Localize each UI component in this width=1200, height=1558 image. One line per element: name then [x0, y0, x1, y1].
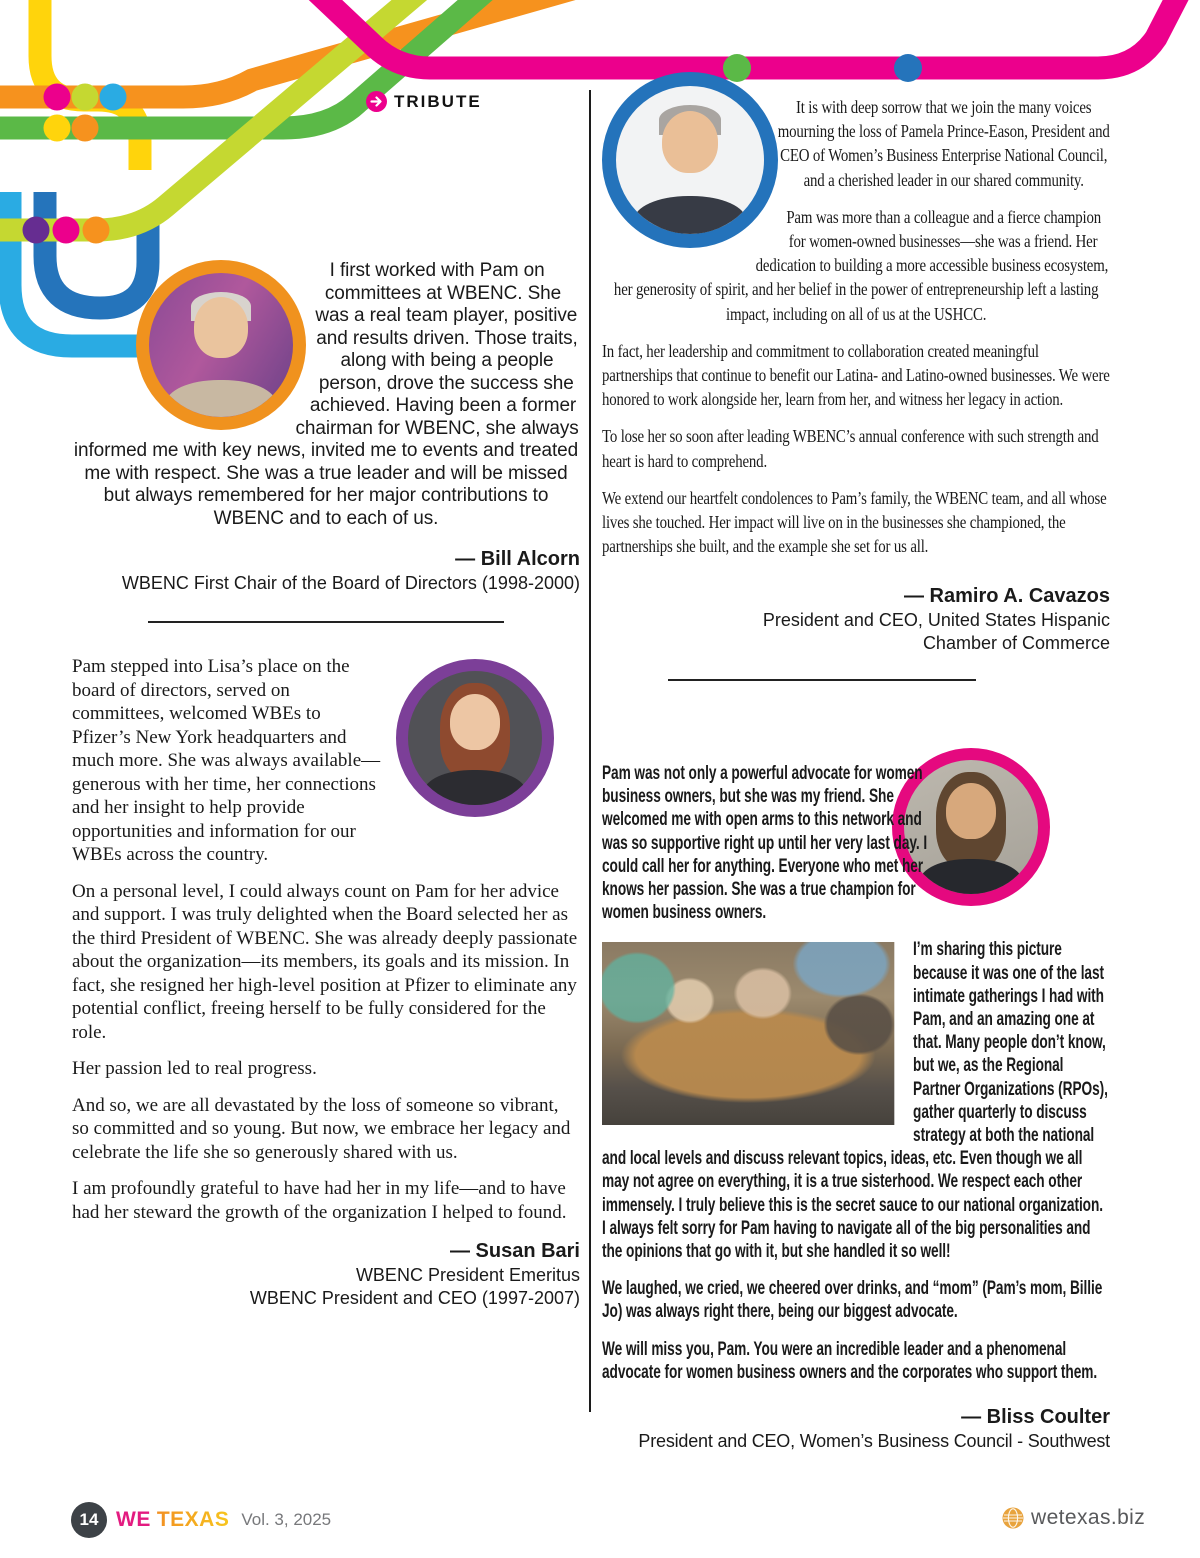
arrow-circle-icon: [366, 91, 387, 112]
right-column: [602, 72, 1110, 1452]
ramiro-paragraph: We extend our heartfelt condolences to Pam’s family, the WBENC team, and all whose lives she touched. Her impact will live on in the businesses she championed, the partnerships she built, and the example she set for us all.: [602, 487, 1107, 557]
ramiro-title: Chamber of Commerce: [922, 633, 1110, 654]
photo-wrap-spacer: [602, 72, 777, 254]
ramiro-paragraph: Pam was more than a colleague and a fierce champion for women-owned businesses—she was a friend. Her dedication to building a more accessible business ecosystem, her generosity of spirit, and her belief in the power of entrepreneurship left a lasting impact, including on all of us at the USHCC.: [613, 206, 1109, 324]
ramiro-paragraph: It is with deep sorrow that we join the many voices mourning the loss of Pamela Prince-Eason, President and CEO of Women’s Business Enterprise National Council, and a cherished leader in our shared community.: [777, 97, 1110, 190]
susan-signature-block: [72, 1238, 580, 1310]
bliss-paragraph: I’m sharing this picture because it was one of the last intimate gatherings I had with Pam, and an amazing one at that. Many people don’t know, but we, as the Regional Partner Organizations (RPOs), gather quarterly to discuss strategy at both the national and local levels and discuss relevant topics, ideas, etc. Even though we all may not agree on everything, it is a true sisterhood. We respect each other immensely. I truly believe this is the secret sauce to our national organization. I always felt sorry for Pam having to navigate all of the big personalities and the opinions that go with it, but she handled it so well!: [602, 939, 1108, 1263]
website-link[interactable]: wetexas.biz: [1031, 1506, 1146, 1529]
magazine-brand: [116, 1508, 229, 1532]
susan-title: WBENC President and CEO (1997-2007): [249, 1288, 580, 1308]
susan-paragraph: And so, we are all devastated by the loss of someone so vibrant, so committed and so young. But now, we embrace her legacy and celebrate the life she so generously shared with us.: [72, 1094, 571, 1163]
susan-paragraph: I am profoundly grateful to have had her in my life—and to have had her steward the growth of the organization I helped to found.: [72, 1178, 567, 1223]
ramiro-title: President and CEO, United States Hispanic: [762, 610, 1110, 631]
bliss-coulter-tribute: [602, 748, 1110, 1453]
susan-title: WBENC President Emeritus: [355, 1265, 580, 1285]
photo-wrap-spacer: [950, 748, 1110, 910]
portrait-head: [194, 297, 249, 357]
bliss-signature: — Bliss Coulter: [961, 1406, 1110, 1429]
susan-paragraph: Pam stepped into Lisa’s place on the board of directors, served on committees, welcomed WBEs to Pfizer’s New York headquarters and much more. She was always available—generous with her time, her connections and her insight to help provide opportunities and information for our WBEs across the country.: [72, 656, 381, 865]
brand-we: WE: [116, 1508, 151, 1531]
ramiro-signature-block: [602, 583, 1110, 655]
ramiro-cavazos-tribute: [602, 72, 1110, 571]
ramiro-signature: — Ramiro A. Cavazos: [904, 585, 1110, 608]
group-gathering-photo: [602, 942, 894, 1125]
bill-signature-block: [72, 546, 580, 595]
susan-paragraph: Her passion led to real progress.: [72, 1058, 317, 1079]
volume-label: Vol. 3, 2025: [241, 1510, 332, 1529]
column-divider: [589, 90, 591, 1412]
bliss-text-block: [602, 748, 1110, 1394]
bill-alcorn-photo: [136, 260, 306, 430]
page-number-badge: [71, 1502, 107, 1538]
susan-signature: — Susan Bari: [449, 1240, 580, 1262]
susan-bari-tribute: [72, 655, 580, 1224]
portrait-head: [450, 694, 501, 750]
left-column: [72, 226, 580, 1310]
tribute-header: [366, 91, 482, 112]
footer-left: [71, 1502, 331, 1538]
bill-title: WBENC First Chair of the Board of Directors (1998-2000): [121, 573, 580, 593]
susan-bari-photo: [396, 659, 554, 817]
bliss-paragraph: Pam was not only a powerful advocate for women business owners, but she was my friend. She welcomed me with open arms to this network and was so supportive right up until her very last day. I could call her for anything. Everyone who met her knows her passion. She was a true champion for women business owners.: [602, 763, 928, 924]
bliss-signature-block: [602, 1404, 1110, 1453]
brand-texas: TEXAS: [156, 1508, 230, 1531]
susan-paragraph: On a personal level, I could always count on Pam for her advice and support. I was truly delighted when the Board selected her as the third President of WBENC. She was already deeply passionate about the organization—its members, its goals and its mission. In fact, she resigned her high-level position at Pfizer to eliminate any potential conflict, freeing herself to be fully considered for the role.: [72, 880, 578, 1043]
tribute-label: TRIBUTE: [394, 91, 482, 111]
ramiro-paragraph: In fact, her leadership and commitment to collaboration created meaningful partnerships that continue to benefit our Latina- and Latino-owned businesses. We were honored to work alongside her, learn from her, and witness her legacy in action.: [602, 340, 1110, 410]
bliss-title: President and CEO, Women’s Business Council - Southwest: [638, 1431, 1110, 1452]
bliss-paragraph: We will miss you, Pam. You were an incredible leader and a phenomenal advocate for women business owners and the corporates who support them.: [602, 1338, 1098, 1383]
section-divider: [668, 679, 976, 681]
section-divider: [148, 621, 504, 623]
footer-right: [1002, 1506, 1145, 1530]
globe-icon: [1002, 1507, 1024, 1529]
bill-quote-text: I first worked with Pam on committees at WBENC. She was a real team player, positive and results driven. Those traits, along with being a people person, drove the success she achieved. Having been a former chairman for WBENC, she always informed me with key news, invited me to events and treated me with respect. She was a true leader and will be missed but always remembered for her major contributions to WBENC and to each of us.: [73, 260, 579, 529]
bliss-paragraph: We laughed, we cried, we cheered over drinks, and “mom” (Pam’s mom, Billie Jo) was always right there, being our biggest advocate.: [602, 1278, 1103, 1323]
bill-alcorn-tribute: [72, 260, 580, 530]
ramiro-paragraph: To lose her so soon after leading WBENC’s annual conference with such strength and heart is hard to comprehend.: [602, 426, 1099, 471]
bill-signature: — Bill Alcorn: [455, 548, 580, 570]
page-number: 14: [79, 1510, 99, 1529]
